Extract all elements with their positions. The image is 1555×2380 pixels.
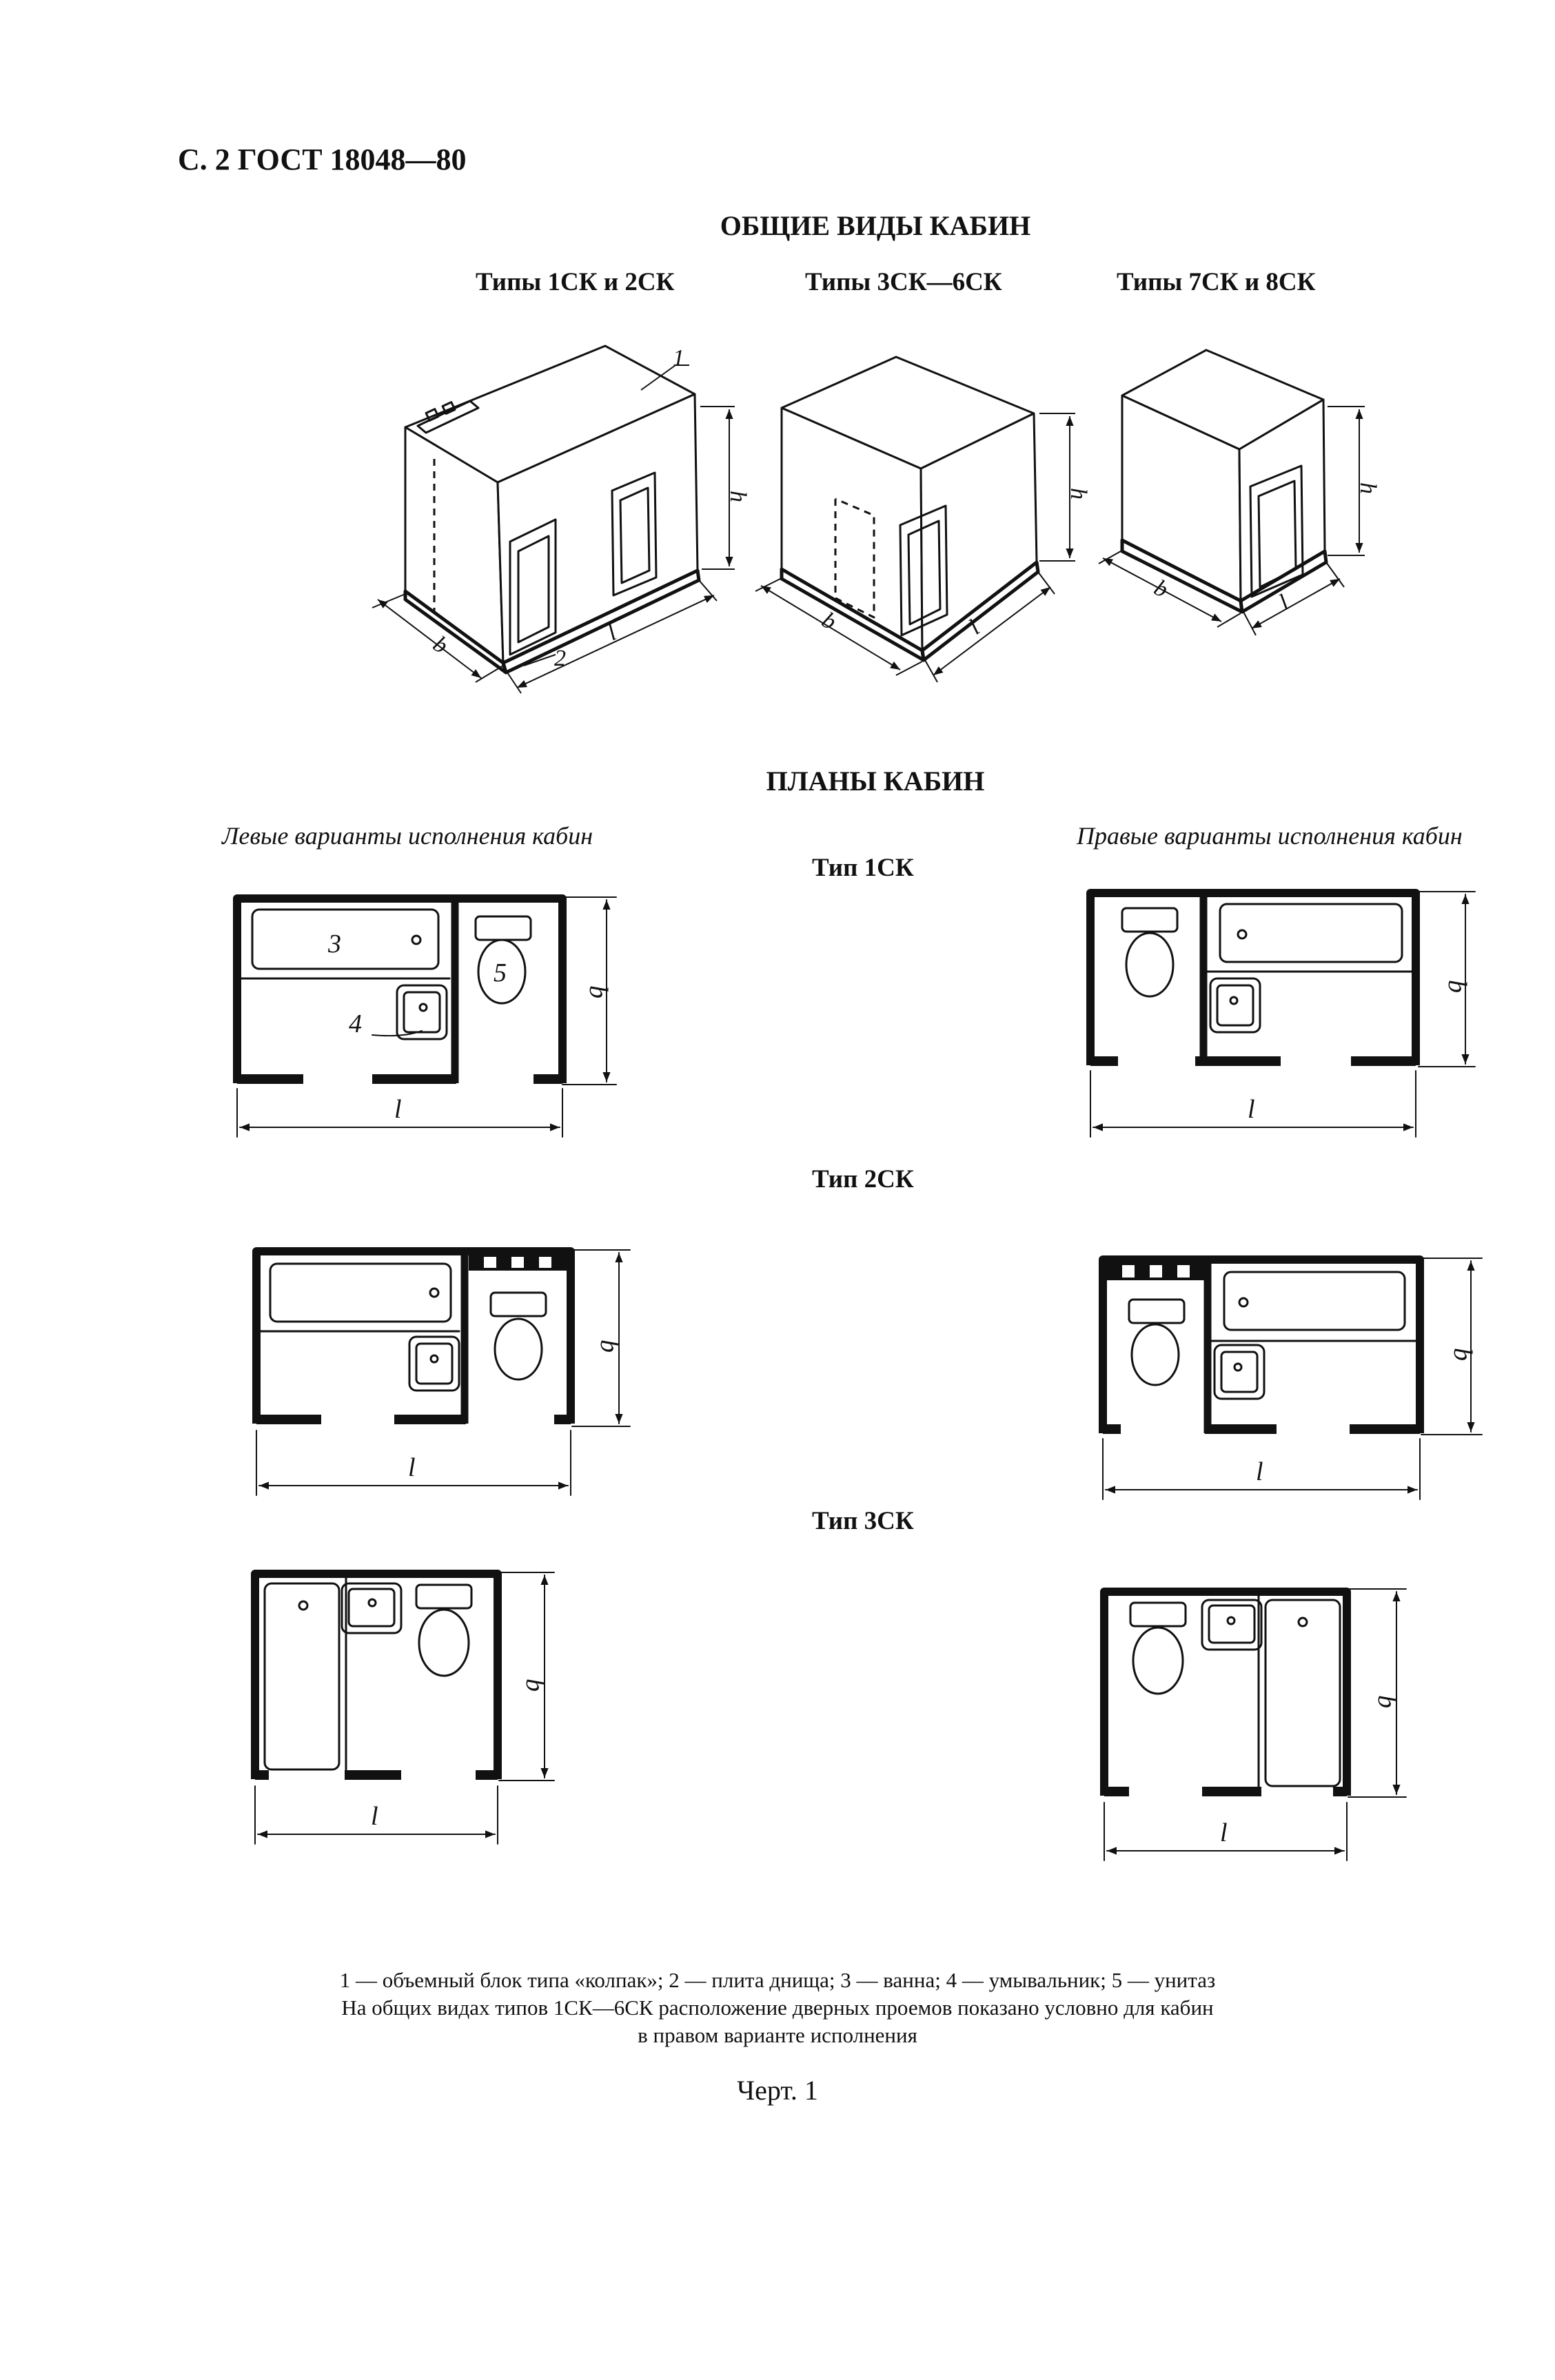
type-label-7-8: Типы 7СК и 8СК — [1117, 268, 1316, 296]
note-line-2: в правом варианте исполнения — [638, 2023, 917, 2047]
plan1l-dim-b: b — [584, 985, 613, 998]
plan-1ck-left — [237, 897, 616, 1137]
note-line-1: На общих видах типов 1СК—6СК расположение дверных проемов показано условно для кабин — [341, 1996, 1214, 2020]
right-variant-label: Правые варианты исполнения кабин — [1077, 822, 1463, 850]
plan3l-dim-l: l — [371, 1802, 378, 1831]
plan3r-dim-l: l — [1220, 1818, 1228, 1847]
plan-type-1: Тип 1СК — [812, 854, 914, 882]
figure-label: Черт. 1 — [737, 2075, 818, 2106]
plan1r-dim-l: l — [1248, 1095, 1255, 1124]
page-header: С. 2 ГОСТ 18048—80 — [178, 143, 467, 176]
plan1l-dim-l: l — [394, 1095, 402, 1124]
plan-2ck-right — [1103, 1258, 1482, 1499]
plan3l-dim-b: b — [520, 1679, 549, 1692]
callout-4: 4 — [349, 1009, 362, 1038]
plan-type-3: Тип 3СК — [812, 1507, 914, 1535]
iso1-dim-h: h — [725, 491, 751, 502]
plan2r-dim-l: l — [1256, 1457, 1263, 1486]
iso3-dim-l: l — [1274, 590, 1294, 615]
iso-box-2 — [755, 357, 1075, 682]
type-label-3-6: Типы 3СК—6СК — [805, 268, 1002, 296]
plan-1ck-right — [1090, 892, 1475, 1137]
plan1r-dim-b: b — [1443, 980, 1472, 993]
iso-box-1 — [372, 346, 735, 693]
callout-2: 2 — [554, 646, 566, 671]
iso1-dim-l: l — [603, 619, 620, 646]
iso2-dim-h: h — [1066, 488, 1091, 500]
legend-caption: 1 — объемный блок типа «колпак»; 2 — плита днища; 3 — ванна; 4 — умывальник; 5 — унитаз — [339, 1968, 1216, 1992]
plan-type-2: Тип 2СК — [812, 1165, 914, 1193]
plans-title: ПЛАНЫ КАБИН — [766, 766, 985, 797]
type-label-1-2: Типы 1СК и 2СК — [476, 268, 675, 296]
plan2l-dim-b: b — [595, 1340, 624, 1353]
iso-box-3 — [1099, 350, 1365, 635]
plan3r-dim-b: b — [1372, 1695, 1401, 1708]
callout-5: 5 — [494, 958, 507, 987]
plan-2ck-left — [256, 1250, 630, 1495]
plan2r-dim-b: b — [1448, 1348, 1477, 1361]
iso3-dim-b: b — [1150, 575, 1172, 604]
iso1-dim-b: b — [428, 631, 453, 659]
iso2-dim-b: b — [817, 607, 841, 635]
callout-3: 3 — [328, 930, 341, 958]
plan-3ck-left — [255, 1572, 554, 1844]
general-views-title: ОБЩИЕ ВИДЫ КАБИН — [720, 210, 1031, 241]
plan-3ck-right — [1104, 1589, 1406, 1860]
callout-1: 1 — [673, 345, 684, 371]
left-variant-label: Левые варианты исполнения кабин — [222, 822, 593, 850]
plan2l-dim-l: l — [408, 1453, 416, 1482]
iso3-dim-h: h — [1355, 482, 1381, 494]
iso2-dim-l: l — [964, 615, 985, 640]
